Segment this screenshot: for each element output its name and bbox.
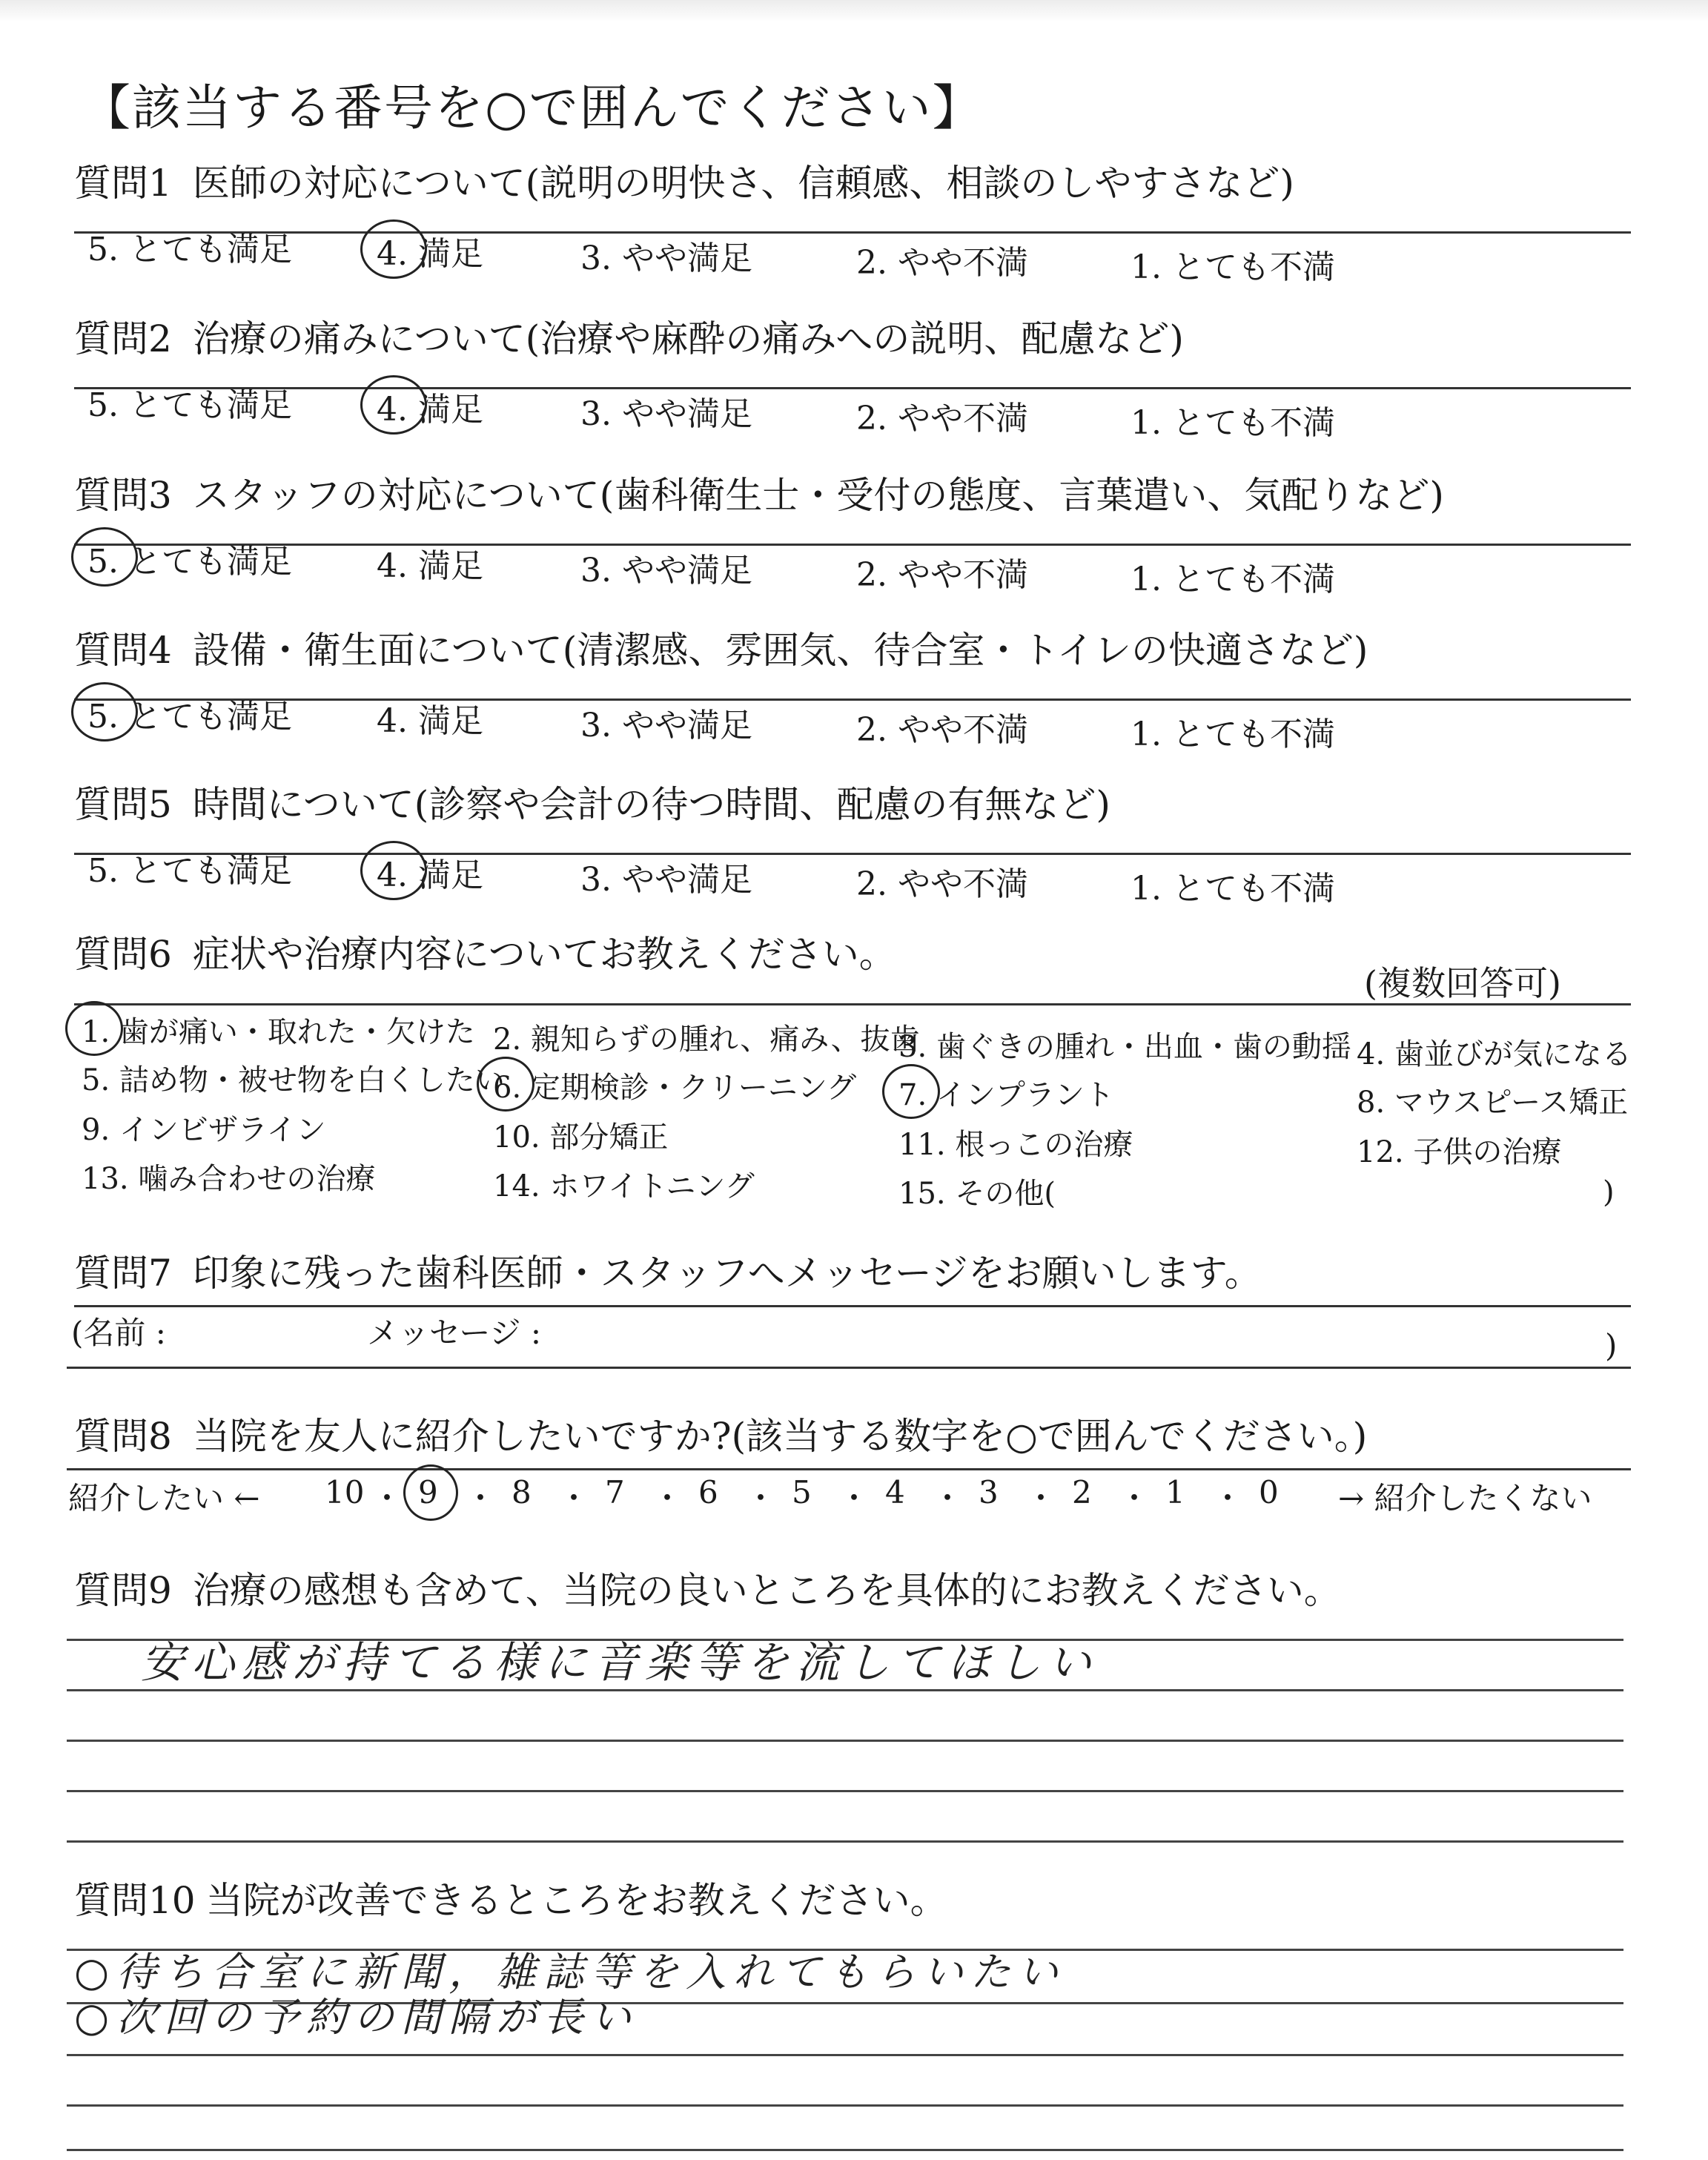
- q6-option[interactable]: 9. インビザライン: [82, 1113, 326, 1147]
- question-number: 質問4: [74, 629, 172, 672]
- scale-number[interactable]: 6: [698, 1474, 718, 1510]
- scale-separator: ・: [371, 1480, 403, 1516]
- question-text: スタッフの対応について(歯科衛生士・受付の態度、言葉遣い、気配りなど): [192, 474, 1444, 517]
- answer-line: [67, 1790, 1623, 1792]
- question-3: [74, 474, 1631, 517]
- question-text: 治療の痛みについて(治療や麻酔の痛みへの説明、配慮など): [192, 317, 1184, 360]
- answer-line: [67, 2104, 1623, 2107]
- selected-circle-mark: [71, 527, 138, 587]
- q6-option[interactable]: 12. 子供の治療: [1357, 1135, 1562, 1169]
- rating-option[interactable]: 4. 満足: [377, 547, 483, 585]
- answer-line: [67, 2149, 1623, 2151]
- scale-number[interactable]: 3: [979, 1474, 999, 1510]
- rating-option[interactable]: 3. やや満足: [580, 707, 752, 744]
- selected-circle-mark: [882, 1064, 940, 1119]
- selected-circle-mark: [71, 682, 138, 742]
- rating-option[interactable]: 5. とても満足: [87, 698, 292, 736]
- rating-option[interactable]: 3. やや満足: [580, 240, 752, 277]
- question-1: [74, 162, 1631, 205]
- question-rule: [67, 1468, 1631, 1470]
- selected-circle-mark: [403, 1464, 458, 1521]
- answer-line: [67, 1740, 1623, 1742]
- question-8: [74, 1415, 1631, 1458]
- question-rule: [74, 544, 1631, 546]
- scale-separator: ・: [558, 1480, 590, 1516]
- question-2: [74, 317, 1631, 360]
- scale-number[interactable]: 1: [1165, 1474, 1185, 1510]
- recommend-left-label: 紹介したい ←: [68, 1480, 260, 1516]
- q10-handwritten-answer-1[interactable]: ○待ち合室に新聞，雑誌等を入れてもらいたい: [74, 1949, 1066, 1995]
- name-label[interactable]: (名前 :: [71, 1315, 166, 1351]
- question-text: 当院を友人に紹介したいですか?(該当する数字を○で囲んでください。): [192, 1415, 1368, 1458]
- q6-option[interactable]: 8. マウスピース矯正: [1357, 1086, 1629, 1120]
- question-rule: [74, 1003, 1631, 1005]
- rating-option[interactable]: 5. とても満足: [87, 231, 292, 268]
- rating-option[interactable]: 4. 満足: [377, 235, 483, 273]
- question-number: 質問8: [74, 1415, 172, 1458]
- q6-option[interactable]: 4. 歯並びが気になる: [1357, 1037, 1632, 1071]
- rating-option[interactable]: 5. とても満足: [87, 852, 292, 890]
- message-close: ): [1605, 1327, 1618, 1364]
- q6-option[interactable]: 6. 定期検診・クリーニング: [493, 1071, 857, 1105]
- message-label[interactable]: メッセージ :: [367, 1315, 541, 1351]
- rating-option[interactable]: 5. とても満足: [87, 386, 292, 424]
- scale-separator: ・: [838, 1480, 870, 1516]
- q6-option[interactable]: 15. その他(: [898, 1177, 1056, 1211]
- question-rule: [74, 853, 1631, 855]
- question-text: 印象に残った歯科医師・スタッフへメッセージをお願いします。: [192, 1252, 1262, 1295]
- rating-option[interactable]: 4. 満足: [377, 702, 483, 740]
- q6-option[interactable]: 1. 歯が痛い・取れた・欠けた: [82, 1015, 475, 1049]
- rating-option[interactable]: 1. とても不満: [1131, 561, 1335, 598]
- other-close-paren: ): [1603, 1175, 1615, 1209]
- q9-handwritten-answer[interactable]: 安心感が持てる様に音楽等を流してほしい: [141, 1637, 1099, 1688]
- question-number: 質問3: [74, 474, 172, 517]
- scan-edge: [0, 0, 1708, 22]
- multiple-answer-note: (複数回答可): [1364, 963, 1561, 1003]
- q6-option[interactable]: 7. インプラント: [898, 1078, 1114, 1112]
- scale-number[interactable]: 7: [605, 1474, 625, 1510]
- scale-separator: ・: [1212, 1480, 1244, 1516]
- scale-number[interactable]: 2: [1072, 1474, 1092, 1510]
- question-text: 設備・衛生面について(清潔感、雰囲気、待合室・トイレの快適さなど): [192, 629, 1368, 672]
- question-5: [74, 783, 1631, 826]
- scale-separator: ・: [465, 1480, 497, 1516]
- q6-option[interactable]: 2. 親知らずの腫れ、痛み、抜歯: [493, 1023, 920, 1057]
- selected-circle-mark: [360, 375, 427, 435]
- selected-circle-mark: [360, 841, 427, 900]
- rating-option[interactable]: 2. やや不満: [856, 400, 1028, 437]
- question-text: 医師の対応について(説明の明快さ、信頼感、相談のしやすさなど): [192, 162, 1294, 205]
- question-10: [74, 1879, 1631, 1922]
- scale-separator: ・: [1025, 1480, 1057, 1516]
- question-7: [74, 1252, 1631, 1295]
- question-text: 症状や治療内容についてお教えください。: [192, 933, 896, 976]
- scale-separator: ・: [745, 1480, 777, 1516]
- answer-line: [67, 2054, 1623, 2056]
- scale-separator: ・: [1119, 1480, 1151, 1516]
- rating-option[interactable]: 2. やや不満: [856, 711, 1028, 749]
- question-number: 質問9: [74, 1569, 172, 1612]
- scale-number[interactable]: 5: [792, 1474, 812, 1510]
- q6-option[interactable]: 10. 部分矯正: [493, 1120, 669, 1155]
- scale-number[interactable]: 0: [1259, 1474, 1279, 1510]
- rating-option[interactable]: 2. やや不満: [856, 865, 1028, 903]
- question-9: [74, 1569, 1631, 1612]
- question-text: 当院が改善できるところをお教えください。: [205, 1879, 947, 1922]
- q6-option[interactable]: 5. 詰め物・被せ物を白くしたい: [82, 1063, 505, 1097]
- rating-option[interactable]: 1. とても不満: [1131, 716, 1335, 753]
- scale-separator: ・: [652, 1480, 683, 1516]
- question-number: 質問6: [74, 933, 172, 976]
- q6-option[interactable]: 3. 歯ぐきの腫れ・出血・歯の動揺: [898, 1030, 1351, 1064]
- q6-option[interactable]: 14. ホワイトニング: [493, 1169, 755, 1203]
- rating-option[interactable]: 3. やや満足: [580, 552, 752, 589]
- question-4: [74, 629, 1631, 672]
- question-rule: [74, 387, 1631, 389]
- recommend-right-label: → 紹介したくない: [1338, 1480, 1592, 1516]
- rating-option[interactable]: 1. とても不満: [1131, 404, 1335, 442]
- rating-option[interactable]: 4. 満足: [377, 856, 483, 894]
- q10-handwritten-answer-2[interactable]: ○次回の予約の間隔が長い: [74, 1994, 639, 2041]
- scale-number[interactable]: 8: [512, 1474, 532, 1510]
- rating-option[interactable]: 1. とても不満: [1131, 870, 1335, 908]
- message-rule: [67, 1367, 1631, 1369]
- rating-option[interactable]: 2. やや不満: [856, 556, 1028, 594]
- question-number: 質問2: [74, 317, 172, 360]
- scale-separator: ・: [932, 1480, 964, 1516]
- rating-option[interactable]: 5. とても満足: [87, 543, 292, 581]
- q6-option[interactable]: 11. 根っこの治療: [898, 1128, 1133, 1162]
- selected-circle-mark: [65, 1001, 123, 1056]
- answer-line: [67, 1840, 1623, 1843]
- scale-number[interactable]: 4: [885, 1474, 905, 1510]
- question-number: 質問5: [74, 783, 172, 826]
- question-text: 時間について(診察や会計の待つ時間、配慮の有無など): [192, 783, 1110, 826]
- question-rule: [74, 698, 1631, 701]
- selected-circle-mark: [360, 219, 427, 279]
- q6-option[interactable]: 13. 噛み合わせの治療: [82, 1162, 376, 1196]
- rating-option[interactable]: 3. やや満足: [580, 861, 752, 899]
- rating-option[interactable]: 4. 満足: [377, 391, 483, 429]
- question-number: 質問1: [74, 162, 172, 205]
- question-number: 質問10: [74, 1879, 196, 1922]
- rating-option[interactable]: 2. やや不満: [856, 244, 1028, 282]
- selected-circle-mark: [477, 1057, 534, 1112]
- scale-number[interactable]: 9: [418, 1474, 438, 1510]
- form-heading: 【該当する番号を○で囲んでください】: [82, 79, 983, 136]
- question-number: 質問7: [74, 1252, 172, 1295]
- rating-option[interactable]: 3. やや満足: [580, 395, 752, 433]
- question-rule: [74, 231, 1631, 234]
- answer-line: [67, 1689, 1623, 1691]
- rating-option[interactable]: 1. とても不満: [1131, 248, 1335, 286]
- scale-number[interactable]: 10: [325, 1474, 365, 1510]
- question-rule: [74, 1305, 1631, 1307]
- question-text: 治療の感想も含めて、当院の良いところを具体的にお教えください。: [192, 1569, 1341, 1612]
